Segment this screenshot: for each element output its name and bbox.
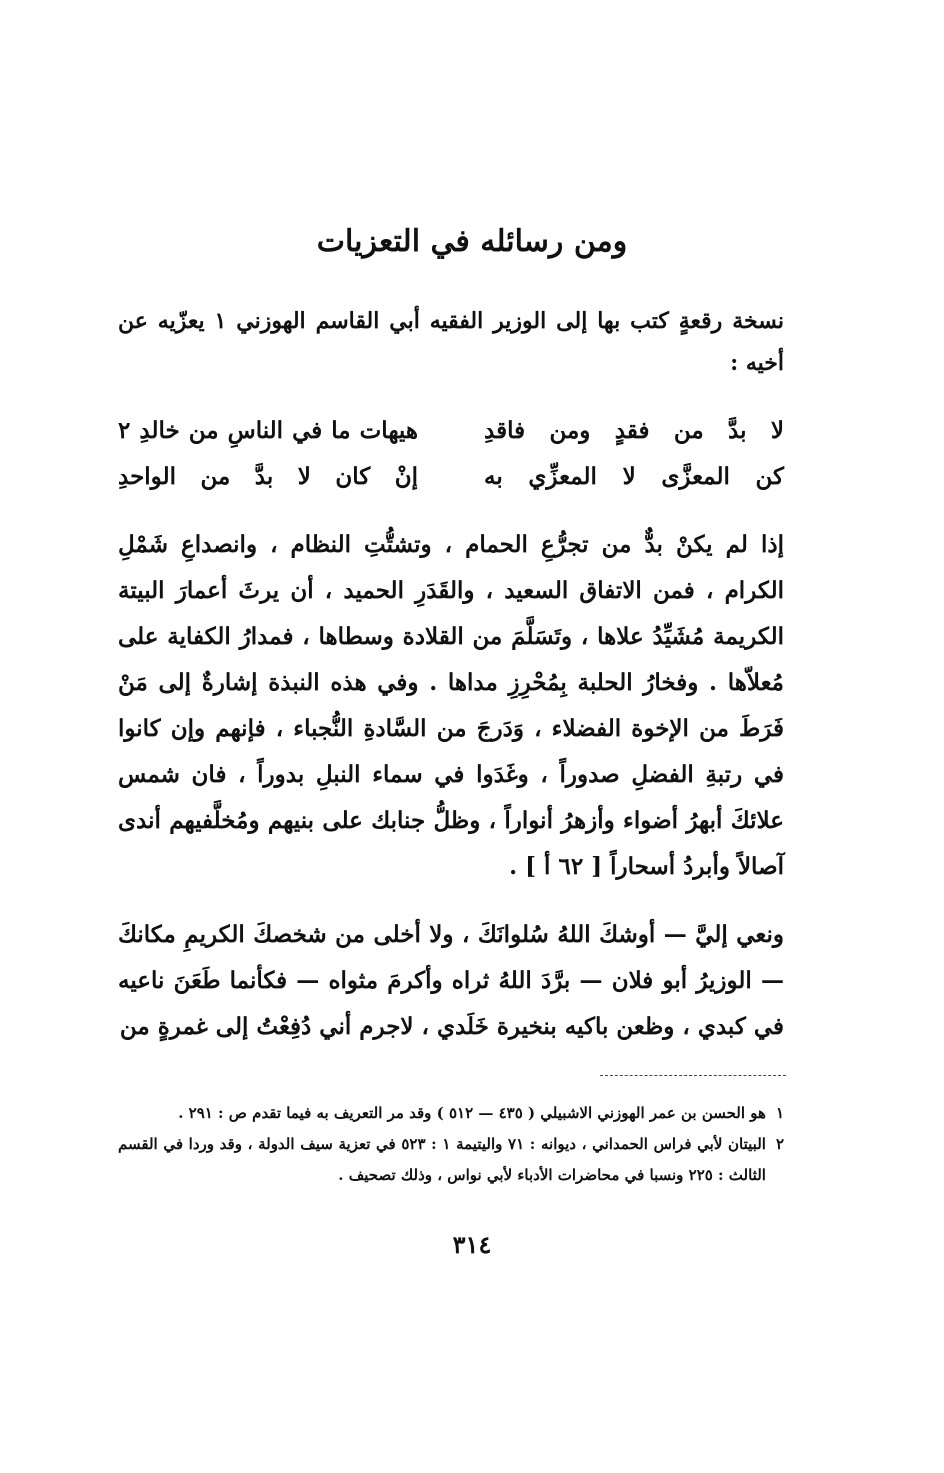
footnote-number: ١ <box>775 1104 784 1122</box>
footnote-text: هو الحسن بن عمر الهوزني الاشبيلي ( ٤٣٥ — ٥١٢ ) وقد مر التعريف به فيما تقدم ص : ٢٩١ . <box>178 1104 766 1122</box>
footnote-text: البيتان لأبي فراس الحمداني ، ديوانه : ٧١ واليتيمة ١ : ٥٢٣ في تعزية سيف الدولة ، وقد وردا في القسم الثالث : ٢٢٥ ونسبا في محاضرات الأدباء لأبي نواس ، وذلك تصحيف . <box>118 1135 766 1184</box>
footnote-separator <box>600 1075 786 1076</box>
first-hemistich: كن المعزَّى لا المعزِّي به <box>484 463 784 490</box>
second-hemistich: هيهات ما في الناسِ من خالدِ ٢ <box>118 417 418 444</box>
second-hemistich: إنْ كان لا بدَّ من الواحدِ <box>118 463 418 490</box>
intro-paragraph: نسخة رقعةٍ كتب بها إلى الوزير الفقيه أبي القاسم الهوزني ١ يعزّيه عن أخيه : <box>118 308 784 376</box>
section-title: ومن رسائله في التعزيات <box>316 224 628 260</box>
footnote <box>118 1129 784 1191</box>
body-paragraph: إذا لم يكنْ بدٌّ من تجرُّعِ الحمام ، وتشتُّتِ النظام ، وانصداعِ شَمْلِ الكرام ، فمن الاتفاق السعيد ، والقَدَرِ الحميد ، أن يرثَ أعمارَ البيتة الكريمة مُشَيِّدُ علاها ، وتَسَلَّمَ من القلادة وسطاها ، فمدارُ الكفاية على مُعلاّها . وفخارُ الحلبة بِمُحْرِزِ مداها . وفي هذه النبذة إشارةٌ إلى مَنْ فَرَطَ من الإخوة الفضلاء ، وَدَرجَ من السَّادةِ النُّجباء ، فإنهم وإن كانوا في رتبةِ الفضلِ صدوراً ، وغَدَوا في سماء النبلِ بدوراً ، فان شمس علائكَ أبهرُ أضواء وأزهرُ أنواراً ، وظلُّ جنابك على بنيهم ومُخلَّفيهم أندى آصالاً وأبردُ أسحاراً [ ٦٢ أ ] . <box>118 531 784 880</box>
body-paragraph: ونعي إليَّ — أوشكَ اللهُ سُلوانَكَ ، ولا أخلى من شخصكَ الكريمِ مكانكَ — الوزيرُ أبو فلان — برَّدَ اللهُ ثراه وأكرمَ مثواه — فكأنما طَعَنَ ناعيه في كبدي ، وظعن باكيه بنخيرة خَلَدي ، لاجرم أني دُفِعْتُ إلى غمرةٍ من <box>118 921 784 1040</box>
page-number: ٣١٤ <box>452 1230 492 1259</box>
first-hemistich: لا بدَّ من فقدٍ ومن فاقدِ <box>484 417 784 444</box>
poem-verse <box>118 408 784 454</box>
poem <box>118 408 784 500</box>
footnote-number: ٢ <box>775 1135 784 1153</box>
footnotes <box>118 1098 784 1191</box>
footnote <box>118 1098 784 1129</box>
poem-verse <box>118 454 784 500</box>
